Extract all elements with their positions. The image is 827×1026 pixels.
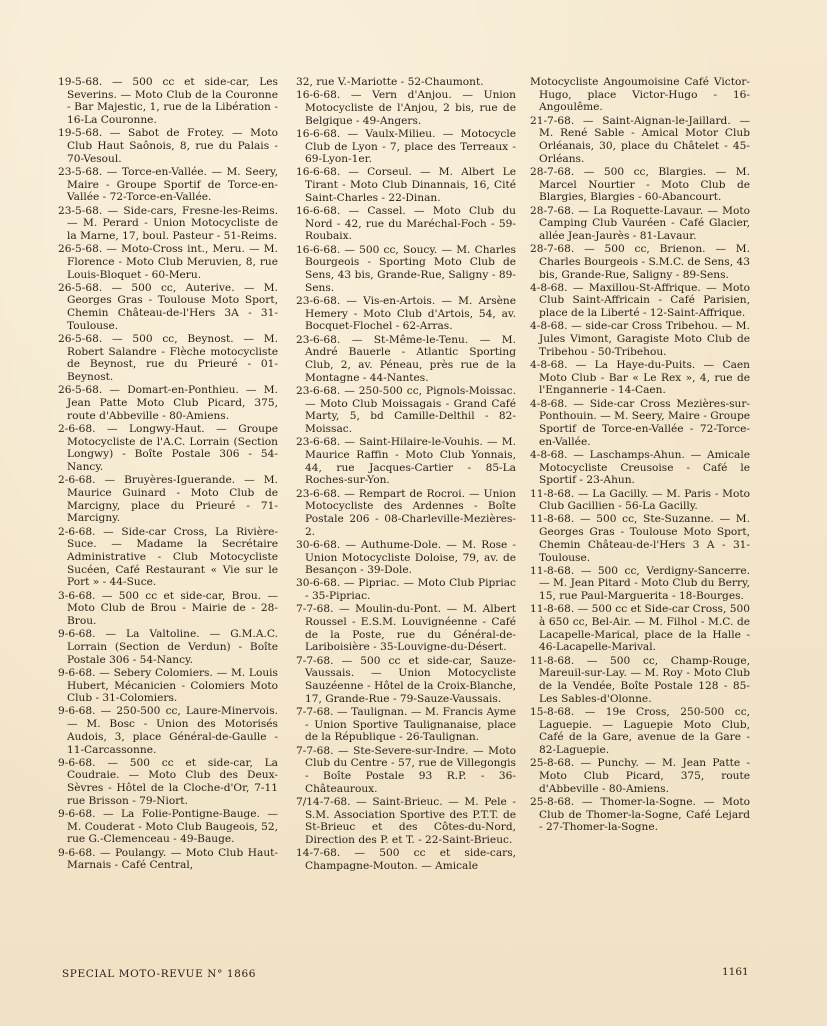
event-entry: 2-6-68. — Bruyères-Iguerande. — M. Maurice Guinard - Moto Club de Marcigny, place du Prieuré - 71-Marcigny. <box>58 474 278 525</box>
page-number: 1161 <box>722 966 749 978</box>
event-entry: 14-7-68. — 500 cc et side-cars, Champagne-Mouton. — Amicale <box>296 847 516 872</box>
event-entry: 28-7-68. — 500 cc, Brienon. — M. Charles Bourgeois - S.M.C. de Sens, 43 bis, Grande-Rue, Saligny - 89-Sens. <box>530 243 750 281</box>
event-entry: 23-5-68. — Torce-en-Vallée. — M. Seery, Maire - Groupe Sportif de Torce-en-Vallée - 72-Torce-en-Vallée. <box>58 165 278 204</box>
event-entry: 9-6-68. — Poulangy. — Moto Club Haut-Marnais - Café Central, <box>58 846 278 872</box>
event-entry: 23-6-68. — 250-500 cc, Pignols-Moissac. — Moto Club Moissagais - Grand Café Marty, 5, bd Camille-Delthil - 82-Moissac. <box>296 384 516 435</box>
event-entry: 21-7-68. — Saint-Aignan-le-Jaillard. — M. René Sable - Amical Motor Club Orléanais, 30, place du Châtelet - 45-Orléans. <box>530 114 750 165</box>
event-entry: 11-8-68. — La Gacilly. — M. Paris - Moto Club Gacillien - 56-La Gacilly. <box>530 487 750 513</box>
event-entry: 9-6-68. — Sebery Colomiers. — M. Louis Hubert, Mécanicien - Colomiers Moto Club - 31-Colomiers. <box>58 666 278 705</box>
event-entry: 30-6-68. — Authume-Dole. — M. Rose - Union Motocycliste Doloise, 79, av. de Besançon - 39-Dole. <box>296 538 516 577</box>
event-entry: 15-8-68. — 19e Cross, 250-500 cc, Laguepie. — Laguepie Moto Club, Café de la Gare, avenue de la Gare - 82-Laguepie. <box>530 705 750 757</box>
event-entry: Motocycliste Angoumoisine Café Victor-Hugo, place Victor-Hugo - 16-Angoulême. <box>530 76 750 114</box>
event-entry: 11-8-68. — 500 cc, Ste-Suzanne. — M. Georges Gras - Toulouse Moto Sport, Chemin Château-de-l'Hers 3 A - 31-Toulouse. <box>530 513 750 564</box>
event-entry: 23-6-68. — Rempart de Rocroi. — Union Motocycliste des Ardennes - Boîte Postale 206 - 08-Charleville-Mezières-2. <box>296 487 516 538</box>
publication-footer: SPECIAL MOTO-REVUE N° 1866 <box>62 968 257 980</box>
event-entry: 16-6-68. — Vern d'Anjou. — Union Motocycliste de l'Anjou, 2 bis, rue de Belgique - 49-Angers. <box>296 89 516 127</box>
event-entry: 16-6-68. — Vaulx-Milieu. — Motocycle Club de Lyon - 7, place des Terreaux - 69-Lyon-1er. <box>296 127 516 166</box>
event-entry: 7-7-68. — 500 cc et side-car, Sauze-Vaussais. — Union Motocycliste Sauzéenne - Hôtel de la Croix-Blanche, 17, Grande-Rue - 79-Sauze-Vaussais. <box>296 654 516 705</box>
event-entry: 9-6-68. — La Folie-Pontigne-Bauge. — M. Couderat - Moto Club Baugeois, 52, rue G.-Clemenceau - 49-Bauge. <box>58 808 278 846</box>
event-entry: 4-8-68. — Side-car Cross Mezières-sur-Ponthouin. — M. Seery, Maire - Groupe Sportif de Torce-en-Vallée - 72-Torce-en-Vallée. <box>530 397 750 448</box>
event-entry: 11-8-68. — 500 cc, Champ-Rouge, Mareuil-sur-Lay. — M. Roy - Moto Club de la Vendée, Boîte Postale 128 - 85-Les Sables-d'Olonne. <box>530 654 750 705</box>
event-entry: 16-6-68. — 500 cc, Soucy. — M. Charles Bourgeois - Sporting Moto Club de Sens, 43 bis, Grande-Rue, Saligny - 89-Sens. <box>296 243 516 294</box>
event-entry: 26-5-68. — 500 cc, Auterive. — M. Georges Gras - Toulouse Moto Sport, Chemin Château-de-l'Hers 3A - 31-Toulouse. <box>58 281 278 332</box>
event-entry: 9-6-68. — La Valtoline. — G.M.A.C. Lorrain (Section de Verdun) - Boîte Postale 306 - 54-Nancy. <box>58 628 278 666</box>
event-entry: 4-8-68. — side-car Cross Tribehou. — M. Jules Vimont, Garagiste Moto Club de Tribehou - 50-Tribehou. <box>530 320 750 358</box>
event-entry: 23-6-68. — Vis-en-Artois. — M. Arsène Hemery - Moto Club d'Artois, 54, av. Bocquet-Flochel - 62-Arras. <box>296 294 516 333</box>
event-entry: 23-6-68. — Saint-Hilaire-le-Vouhis. — M. Maurice Raffin - Moto Club Yonnais, 44, rue Jacques-Cartier - 85-La Roches-sur-Yon. <box>296 436 516 487</box>
event-entry: 25-8-68. — Thomer-la-Sogne. — Moto Club de Thomer-la-Sogne, Café Lejard - 27-Thomer-la-Sogne. <box>530 795 750 834</box>
event-entry: 28-7-68. — La Roquette-Lavaur. — Moto Camping Club Vauréen - Café Glacier, allée Jean-Jaurès - 81-Lavaur. <box>530 204 750 242</box>
text-column-2 <box>296 76 516 873</box>
event-entry: 23-6-68. — St-Même-le-Tenu. — M. André Bauerle - Atlantic Sporting Club, 2, av. Péneau, près rue de la Montagne - 44-Nantes. <box>296 333 516 384</box>
event-entry: 2-6-68. — Side-car Cross, La Rivière-Suce. — Madame la Secrétaire Administrative - Club Motocycliste Sucéen, Café Restaurant « Vie sur le Port » - 44-Suce. <box>58 525 278 589</box>
event-entry: 7-7-68. — Ste-Severe-sur-Indre. — Moto Club du Centre - 57, rue de Villegongis - Boîte Postale 93 R.P. - 36-Châteauroux. <box>296 744 516 795</box>
event-entry: 7-7-68. — Moulin-du-Pont. — M. Albert Roussel - E.S.M. Louvignéenne - Café de la Poste, rue du Général-de-Lariboisière - 35-Louvigne-du-Désert. <box>296 603 516 654</box>
event-entry: 19-5-68. — Sabot de Frotey. — Moto Club Haut Saônois, 8, rue du Palais - 70-Vesoul. <box>58 127 278 165</box>
event-entry: 26-5-68. — Domart-en-Ponthieu. — M. Jean Patte Moto Club Picard, 375, route d'Abbeville - 80-Amiens. <box>58 384 278 422</box>
event-entry: 26-5-68. — 500 cc, Beynost. — M. Robert Salandre - Flèche motocycliste de Beynost, rue du Prieuré - 01-Beynost. <box>58 333 278 384</box>
event-entry: 28-7-68. — 500 cc, Blargies. — M. Marcel Nourtier - Moto Club de Blargies, Blargies - 60-Abancourt. <box>530 165 750 204</box>
event-entry: 4-8-68. — Maxillou-St-Affrique. — Moto Club Saint-Affricain - Café Parisien, place de la Liberté - 12-Saint-Affrique. <box>530 281 750 320</box>
text-column-1 <box>58 76 278 873</box>
event-entry: 19-5-68. — 500 cc et side-car, Les Severins. — Moto Club de la Couronne - Bar Majestic, 1, rue de la Libération - 16-La Couronne. <box>58 76 278 127</box>
event-entry: 4-8-68. — Laschamps-Ahun. — Amicale Motocycliste Creusoise - Café le Sportif - 23-Ahun. <box>530 448 750 487</box>
event-entry: 30-6-68. — Pipriac. — Moto Club Pipriac - 35-Pipriac. <box>296 577 516 603</box>
event-entry: 25-8-68. — Punchy. — M. Jean Patte - Moto Club Picard, 375, route d'Abbeville - 80-Amiens. <box>530 757 750 795</box>
event-entry: 4-8-68. — La Haye-du-Puits. — Caen Moto Club - Bar « Le Rex », 4, rue de l'Engannerie - 14-Caen. <box>530 358 750 397</box>
text-column-3 <box>530 76 750 834</box>
event-entry: 3-6-68. — 500 cc et side-car, Brou. — Moto Club de Brou - Mairie de - 28-Brou. <box>58 589 278 628</box>
event-entry: 11-8-68. — 500 cc et Side-car Cross, 500 à 650 cc, Bel-Air. — M. Filhol - M.C. de Lacapelle-Marical, place de la Halle - 46-Lacapelle-Marival. <box>530 603 750 654</box>
event-entry: 2-6-68. — Longwy-Haut. — Groupe Motocycliste de l'A.C. Lorrain (Section Longwy) - Boîte Postale 306 - 54-Nancy. <box>58 422 278 474</box>
event-entry: 9-6-68. — 500 cc et side-car, La Coudraie. — Moto Club des Deux-Sèvres - Hôtel de la Cloche-d'Or, 7-11 rue Brisson - 79-Niort. <box>58 756 278 807</box>
event-entry: 16-6-68. — Cassel. — Moto Club du Nord - 42, rue du Maréchal-Foch - 59-Roubaix. <box>296 205 516 243</box>
event-entry: 7/14-7-68. — Saint-Brieuc. — M. Pele - S.M. Association Sportive des P.T.T. de St-Brieuc et des Côtes-du-Nord, Direction des P. et T. - 22-Saint-Brieuc. <box>296 795 516 846</box>
event-entry: 11-8-68. — 500 cc, Verdigny-Sancerre. — M. Jean Pitard - Moto Club du Berry, 15, rue Paul-Marguerita - 18-Bourges. <box>530 564 750 603</box>
event-entry: 9-6-68. — 250-500 cc, Laure-Minervois. — M. Bosc - Union des Motorisés Audois, 3, place Général-de-Gaulle - 11-Carcassonne. <box>58 705 278 756</box>
event-entry: 7-7-68. — Taulignan. — M. Francis Ayme - Union Sportive Taulignanaise, place de la République - 26-Taulignan. <box>296 705 516 744</box>
event-entry: 26-5-68. — Moto-Cross int., Meru. — M. Florence - Moto Club Meruvien, 8, rue Louis-Bloquet - 60-Meru. <box>58 243 278 281</box>
event-entry: 32, rue V.-Mariotte - 52-Chaumont. <box>296 76 484 88</box>
event-entry: 23-5-68. — Side-cars, Fresne-les-Reims. — M. Perard - Union Motocycliste de la Marne, 17, boul. Pasteur - 51-Reims. <box>58 204 278 242</box>
event-entry: 16-6-68. — Corseul. — M. Albert Le Tirant - Moto Club Dinannais, 16, Cité Saint-Charles - 22-Dinan. <box>296 166 516 204</box>
